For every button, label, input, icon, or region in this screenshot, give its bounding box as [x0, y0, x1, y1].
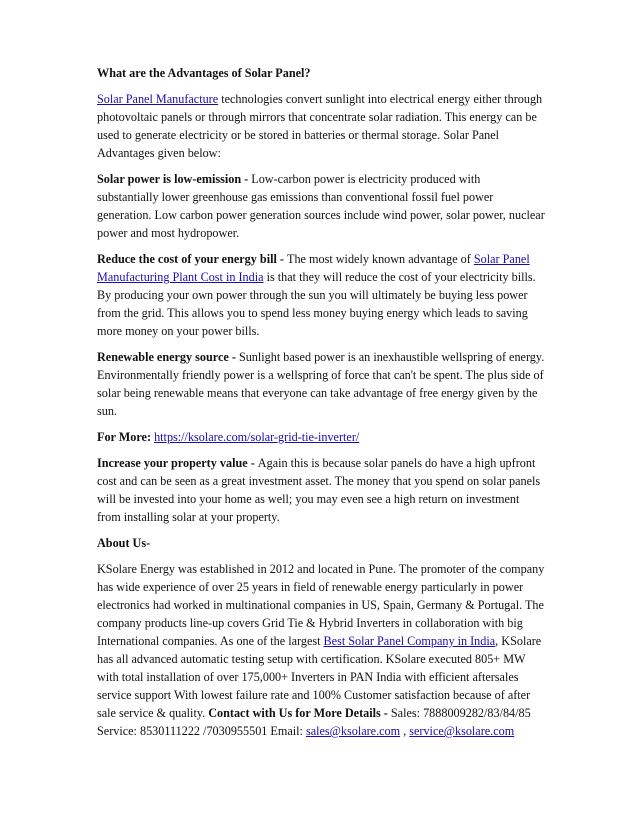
sales-email-link[interactable]: sales@ksolare.com — [305, 724, 401, 738]
energy-bill-heading: Reduce the cost of your energy bill - — [97, 252, 288, 266]
low-emission-paragraph — [97, 170, 545, 242]
energy-bill-paragraph — [97, 250, 545, 340]
email-separator: , — [400, 724, 410, 738]
renewable-heading: Renewable energy source - — [97, 350, 239, 364]
low-emission-text: Low-carbon power is electricity produced with substantially lower greenhouse gas emissions than conventional fossil fuel power generation. Low carbon power generation sources include wind power, solar power, nuclear power and most hydropower. — [97, 172, 545, 240]
about-paragraph — [97, 560, 545, 740]
document-content — [97, 64, 545, 748]
about-heading-paragraph — [97, 534, 545, 552]
about-text-after: , KSolare has all advanced automatic testing setup with certification. KSolare executed 805+ MW with total installation of over 175,000+ Inverters in PAN India with efficient aftersales service support With lowest failure rate and 100% Customer satisfaction because of after sale service & quality. — [97, 634, 542, 720]
property-value-paragraph — [97, 454, 545, 526]
about-text-before: KSolare Energy was established in 2012 and located in Pune. The promoter of the company has wide experience of over 25 years in field of renewable energy particularly in power electronics had worked in multinational companies in US, Spain, Germany & Portugal. The company products line-up covers Grid Tie & Hybrid Inverters in collaboration with big International companies. As one of the largest — [97, 562, 545, 648]
renewable-text: Sunlight based power is an inexhaustible wellspring of energy. Environmentally friendly power is a wellspring of force that can't be spent. The plus side of solar being renewable means that everyone can take advantage of free energy given by the sun. — [97, 350, 545, 418]
for-more-paragraph — [97, 428, 545, 446]
best-solar-company-link[interactable]: Best Solar Panel Company in India — [323, 634, 496, 648]
low-emission-heading: Solar power is low-emission - — [97, 172, 252, 186]
energy-bill-text-after: is that they will reduce the cost of your electricity bills. By producing your own power through the sun you will ultimately be buying less power from the grid. This allows you to spend less money buying energy which leads to saving more money on your power bills. — [97, 270, 536, 338]
intro-text: technologies convert sunlight into electrical energy either through photovoltaic panels or through mirrors that concentrate solar radiation. This energy can be used to generate electricity or be stored in batteries or thermal storage. Solar Panel Advantages given below: — [97, 92, 543, 160]
solar-panel-manufacture-link[interactable]: Solar Panel Manufacture — [97, 92, 219, 106]
contact-heading: Contact with Us for More Details - — [208, 706, 391, 720]
property-value-text: Again this is because solar panels do have a high upfront cost and can be seen as a great investment asset. The money that you spend on solar panels will be invested into your home as well; you may even see a high return on investment from installing solar at your property. — [97, 456, 541, 524]
intro-paragraph — [97, 90, 545, 162]
grid-tie-inverter-link[interactable]: https://ksolare.com/solar-grid-tie-inverter/ — [154, 430, 360, 444]
about-heading: About Us- — [97, 536, 151, 550]
property-value-heading: Increase your property value - — [97, 456, 258, 470]
document-title: What are the Advantages of Solar Panel? — [97, 66, 311, 80]
contact-text: Sales: 7888009282/83/84/85 Service: 8530111222 /7030955501 Email: — [97, 706, 531, 738]
plant-cost-link[interactable]: Solar Panel Manufacturing Plant Cost in India — [97, 252, 530, 284]
energy-bill-text-before: The most widely known advantage of — [287, 252, 474, 266]
for-more-label: For More: — [97, 430, 155, 444]
renewable-paragraph — [97, 348, 545, 420]
service-email-link[interactable]: service@ksolare.com — [409, 724, 515, 738]
